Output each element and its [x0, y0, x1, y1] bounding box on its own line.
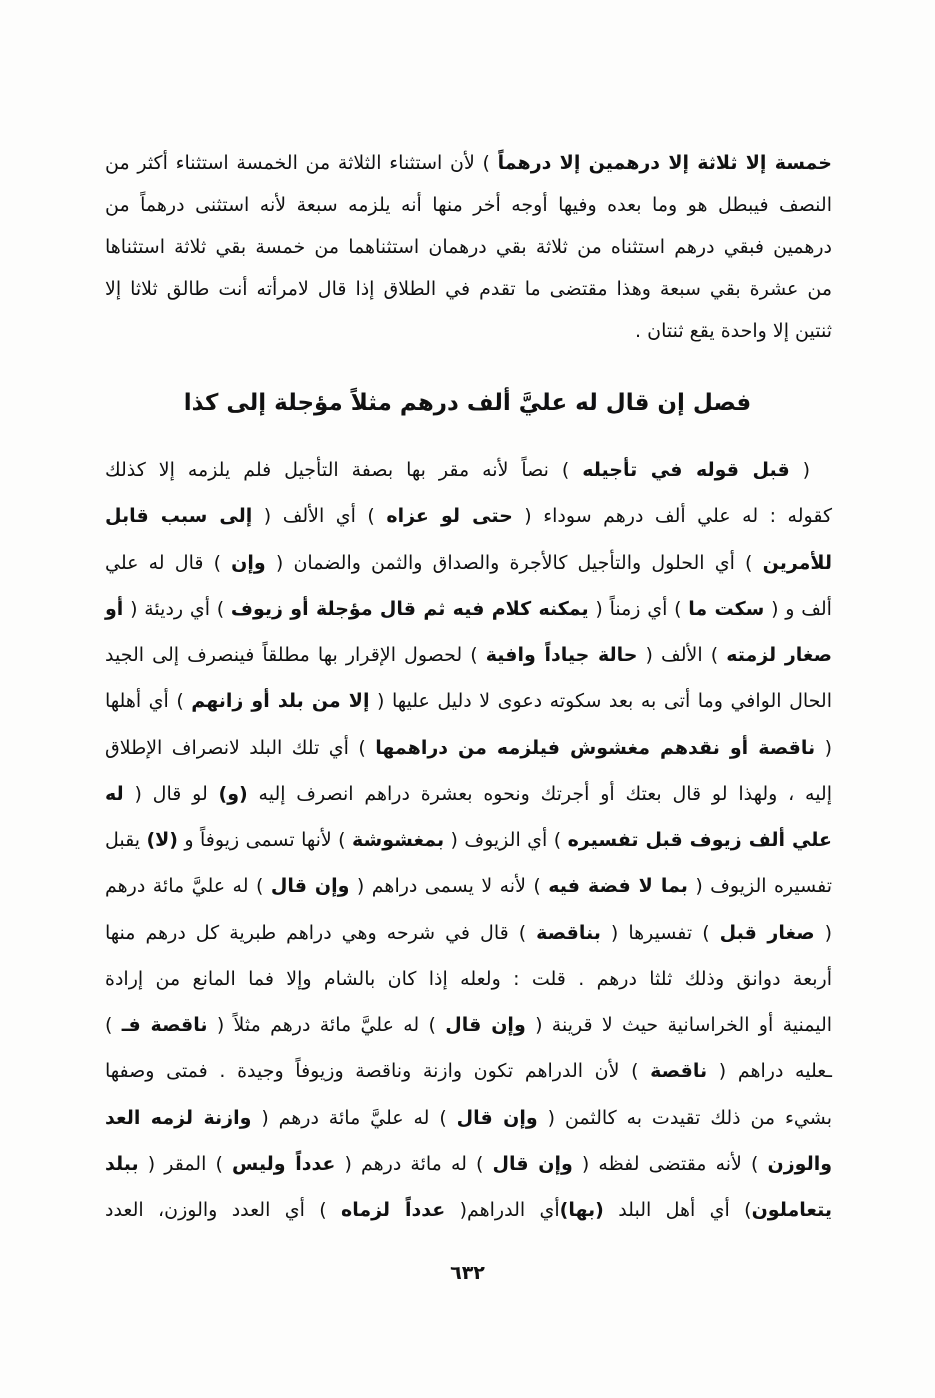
commentary-text: ) أي الحلول والتأجيل كالأجرة والصداق والثمن والضمان ( — [265, 551, 763, 574]
commentary-text: ) تفسيرها ( — [600, 921, 720, 944]
commentary-text: ) أي العدد والوزن، العدد — [105, 1199, 341, 1221]
matn-text: (و) — [218, 782, 248, 805]
commentary-text: أي الدراهم( — [445, 1199, 560, 1221]
matn-text: سكت ما — [688, 597, 765, 620]
text-line — [105, 956, 832, 1002]
commentary-text: الحال الوافي وما أتى به بعد سكوته دعوى لا دليل عليها ( — [369, 690, 832, 713]
text-line — [105, 863, 832, 909]
text-line — [105, 447, 832, 493]
text-line — [105, 493, 832, 539]
matn-text: أو — [105, 597, 124, 620]
commentary-text: إليه ، ولهذا لو قال بعتك أو أجرتك ونحوه بعشرة دراهم انصرف إليه — [247, 782, 833, 805]
paragraph-1 — [105, 142, 832, 352]
commentary-text: من عشرة بقي سبعة وهذا مقتضى ما تقدم في الطلاق إذا قال لامرأته أنت طالق ثلاثا إلا — [105, 278, 832, 300]
commentary-text: النصف فيبطل هو وما بعده وفيها أوجه أخر منها أنه يلزمه سبعة لأنه استثنى درهماً من — [105, 194, 832, 216]
text-line — [105, 910, 832, 956]
commentary-text: ) أي أهلها — [105, 690, 192, 713]
commentary-text: ) — [105, 1014, 122, 1036]
commentary-text: اليمنية أو الخراسانية حيث لا قرينة ( — [525, 1014, 833, 1036]
matn-text: ناقصة — [650, 1060, 708, 1083]
commentary-text: ( — [815, 736, 833, 759]
matn-text: وإن قال — [456, 1106, 538, 1129]
commentary-text: ) له عليَّ مائة درهم ( — [251, 1106, 457, 1129]
matn-text: له — [105, 782, 124, 805]
commentary-text: ) له عليَّ مائة درهم مثلاً ( — [207, 1014, 446, 1036]
text-line — [105, 310, 832, 352]
matn-text: ناقصة فـ — [121, 1014, 208, 1036]
matn-text: بناقصة — [536, 921, 601, 944]
commentary-text: ألف و ( — [764, 597, 832, 620]
text-line — [105, 632, 832, 678]
matn-text: (لا) — [146, 829, 178, 851]
text-line — [105, 540, 832, 586]
matn-text: حتى لو عزاه — [386, 505, 513, 528]
matn-text: صغار قبل — [719, 921, 815, 944]
commentary-text: ) له مائة درهم ( — [335, 1152, 493, 1175]
matn-text: بما لا فضة فيه — [548, 875, 688, 898]
commentary-text: ) لأنه لا يسمى دراهم ( — [349, 875, 549, 898]
text-line — [105, 1048, 832, 1094]
commentary-text: تفسيره الزيوف ( — [687, 875, 833, 898]
commentary-text: ) نصاً لأنه مقر بها بصفة التأجيل فلم يلزمه إلا كذلك — [105, 459, 583, 481]
commentary-text: ) لحصول الإقرار بها مطلقاً فينصرف إلى الجيد — [105, 644, 486, 666]
matn-text: علي ألف زيوف قبل تفسيره — [567, 829, 832, 851]
commentary-text: ( — [814, 921, 833, 944]
commentary-text: ) قال في شرحه وهي دراهم طبرية كل درهم منها — [105, 921, 537, 944]
matn-text: وإن — [231, 551, 266, 574]
text-line — [105, 817, 832, 863]
matn-text: عدداً لزماه — [341, 1199, 446, 1221]
commentary-text: ) أي زمناً ( — [588, 597, 689, 620]
text-line — [105, 678, 832, 724]
text-line — [105, 1095, 832, 1141]
text-line — [105, 771, 832, 817]
commentary-text: ) أي الألف ( — [252, 505, 387, 528]
matn-text: ناقصة أو نقدهم مغشوش فيلزمه من دراهمها — [375, 736, 816, 759]
matn-text: وإن قال — [492, 1152, 573, 1175]
matn-text: يمكنه كلام فيه ثم قال مؤجلة أو زيوف — [230, 597, 589, 620]
commentary-text: ) له عليَّ مائة درهم — [105, 875, 271, 898]
matn-text: وإن قال — [445, 1014, 526, 1036]
matn-text: (بها) — [559, 1199, 604, 1221]
commentary-text: ) الألف ( — [637, 644, 727, 666]
text-line — [105, 1187, 832, 1233]
matn-text: حالة جياداً وافية — [485, 644, 638, 666]
matn-text: يتعاملون — [751, 1199, 832, 1221]
commentary-text: ) لأنه مقتضى لفظه ( — [572, 1152, 768, 1175]
matn-text: ببلد — [105, 1152, 139, 1175]
text-line — [105, 1141, 832, 1187]
commentary-text: ( — [789, 459, 811, 481]
commentary-text: لو قال ( — [123, 782, 219, 805]
commentary-text: درهمين فبقي درهم استثناه من ثلاثة بقي درهمان استثناهما من خمسة بقي ثلاثة استثناها — [105, 236, 832, 258]
paragraph-2 — [105, 447, 832, 1233]
matn-text: إلى سبب قابل — [105, 505, 253, 528]
matn-text: خمسة إلا ثلاثة إلا درهمين إلا درهماً — [497, 152, 832, 174]
text-line — [105, 268, 832, 310]
text-line — [105, 586, 832, 632]
text-line — [105, 226, 832, 268]
commentary-text: ) لأن استثناء الثلاثة من الخمسة استثناء أكثر من — [105, 152, 498, 174]
text-line — [105, 1002, 832, 1048]
commentary-text: بشيء من ذلك تقيدت به كالثمن ( — [537, 1106, 832, 1129]
matn-text: وإن قال — [270, 875, 350, 898]
text-line — [105, 184, 832, 226]
matn-text: عدداً وليس — [231, 1152, 336, 1175]
text-line — [105, 142, 832, 184]
commentary-text: ـعليه دراهم ( — [707, 1060, 832, 1083]
commentary-text: ) قال له علي — [105, 551, 232, 574]
commentary-text: ) أي أهل البلد — [603, 1199, 752, 1221]
matn-text: للأمرين — [762, 551, 832, 574]
matn-text: صغار لزمته — [726, 644, 832, 666]
matn-text: بمغشوشة — [352, 829, 445, 851]
page-number: ٦٣٢ — [450, 1262, 485, 1284]
text-line — [105, 725, 832, 771]
commentary-text: يقبل — [105, 829, 147, 851]
commentary-text: ) المقر ( — [138, 1152, 232, 1175]
commentary-text: ) أي تلك البلد لانصراف الإطلاق — [105, 736, 376, 759]
commentary-text: ) لأنها تسمى زيوفاً و — [177, 829, 353, 851]
commentary-text: كقوله : له علي ألف درهم سوداء ( — [512, 505, 832, 528]
commentary-text: ) أي رديئة ( — [123, 597, 231, 620]
commentary-text: ) لأن الدراهم تكون وازنة وناقصة وزيوفاً وجيدة . فمتى وصفها — [105, 1060, 651, 1083]
matn-text: وازنة لزمه العد — [105, 1106, 252, 1129]
matn-text: والوزن — [767, 1152, 833, 1175]
matn-text: إلا من بلد أو زانهم — [191, 690, 370, 713]
matn-text: قبل قوله في تأجيله — [582, 459, 790, 481]
commentary-text: ثنتين إلا واحدة يقع ثنتان . — [635, 320, 832, 342]
commentary-text: أربعة دوانق وذلك ثلثا درهم . قلت : ولعله إذا كان بالشام وإلا فما المانع من إرادة — [105, 967, 832, 990]
commentary-text: ) أي الزيوف ( — [444, 829, 568, 851]
section-heading: فصل إن قال له عليَّ ألف درهم مثلاً مؤجلة إلى كذا — [183, 390, 752, 416]
